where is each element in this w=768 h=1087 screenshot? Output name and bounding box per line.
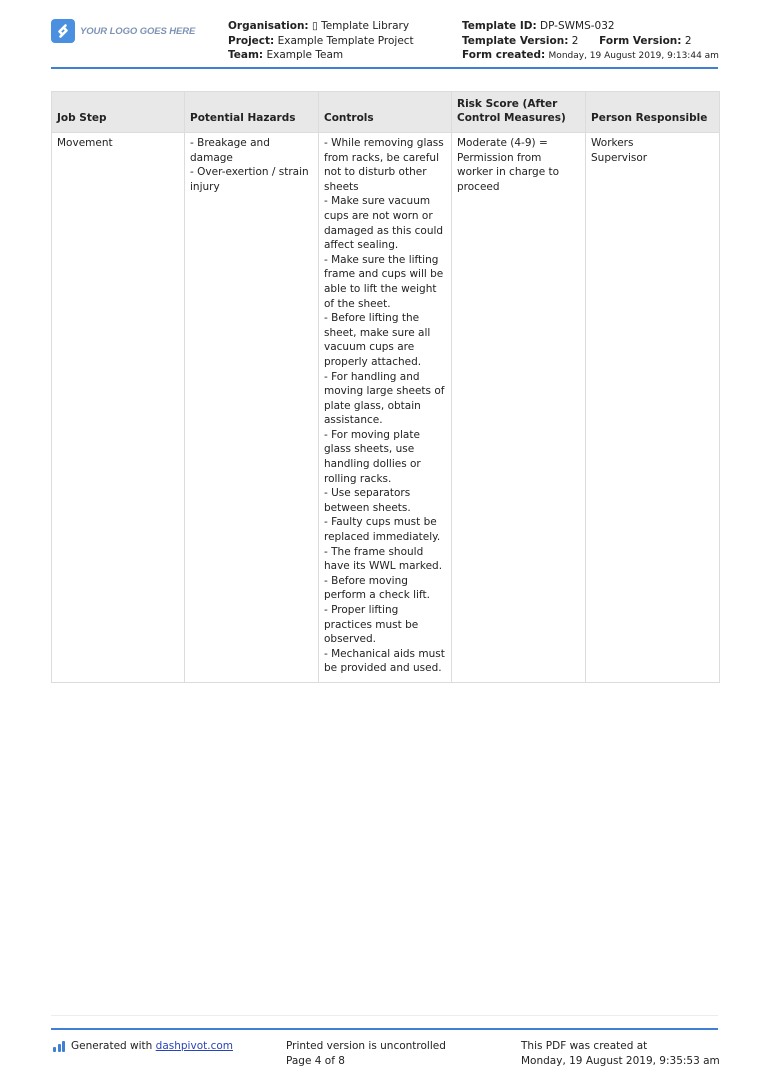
column-header-risk-score: Risk Score (After Control Measures) [452,92,586,133]
person-responsible-cell [586,133,720,683]
organisation-value: ▯ Template Library [311,20,410,32]
hazard-table [51,91,720,683]
column-header-person-responsible: Person Responsible [586,92,720,133]
control-item: - Before moving perform a check lift. [324,574,430,602]
person-item: Workers [591,137,634,149]
hazard-item: - Over-exertion / strain injury [190,166,309,193]
logo-text: YOUR LOGO GOES HERE [80,25,196,37]
team-line [228,48,414,63]
project-line [228,34,414,49]
table-row [52,133,720,683]
template-id-value: DP-SWMS-032 [540,20,615,32]
control-item: - For handling and moving large sheets of plate glass, obtain assistance. [324,370,445,427]
project-info [228,19,414,63]
column-header-potential-hazards: Potential Hazards [185,92,319,133]
hazards-cell [185,133,319,683]
form-version-label: Form Version: [599,34,682,47]
version-line [462,34,719,49]
table-header-row [52,92,720,133]
print-notice [286,1039,446,1068]
footer-divider [51,1028,718,1030]
control-item: - Use separators between sheets. [324,487,411,514]
header-divider [51,67,718,69]
printed-notice: Printed version is uncontrolled [286,1040,446,1052]
control-item: - Before lifting the sheet, make sure all vacuum cups are properly attached. [324,312,431,368]
control-item: - Faulty cups must be replaced immediately. [324,516,441,544]
pdf-created-label: This PDF was created at [521,1040,648,1052]
form-created-label: Form created: [462,49,546,61]
form-created-line [462,48,719,64]
risk-score-cell: Moderate (4-9) = Permission from worker in charge to proceed [452,133,586,683]
control-item: - For moving plate glass sheets, use handling dollies or rolling racks. [324,428,421,485]
template-version-value: 2 [571,34,579,47]
template-version-label: Template Version: [462,34,569,47]
job-step-cell: Movement [52,133,185,683]
pdf-created [521,1039,720,1068]
control-item: - Proper lifting practices must be observed. [324,604,419,646]
page-info: Page 4 of 8 [286,1054,345,1067]
organisation-line [228,19,414,34]
controls-cell [319,133,452,683]
company-logo [51,19,195,43]
form-created-value: Monday, 19 August 2019, 9:13:44 am [548,51,719,61]
control-item: - While removing glass from racks, be careful not to disturb other sheets [324,137,444,193]
footer-separator [51,1015,718,1016]
person-item: Supervisor [591,151,648,164]
control-item: - Make sure vacuum cups are not worn or damaged as this could affect sealing. [324,195,444,252]
team-label: Team: [228,49,264,61]
column-header-job-step: Job Step [52,92,185,133]
dashpivot-bars-icon [53,1041,65,1052]
generated-with [53,1039,233,1054]
form-version-value: 2 [684,34,692,47]
control-item: - Make sure the lifting frame and cups will be able to lift the weight of the sheet. [324,253,444,310]
generated-prefix: Generated with [71,1040,153,1052]
dashpivot-link[interactable]: dashpivot.com [155,1040,233,1052]
logo-mark-icon [51,19,75,43]
template-id-label: Template ID: [462,20,537,32]
column-header-controls: Controls [319,92,452,133]
template-id-line [462,19,719,34]
hazard-item: - Breakage and damage [190,137,270,164]
pdf-created-value: Monday, 19 August 2019, 9:35:53 am [521,1054,720,1067]
page-header [51,0,718,70]
project-value: Example Template Project [277,34,414,47]
template-info [462,19,719,64]
team-value: Example Team [266,49,344,61]
control-item: - Mechanical aids must be provided and used. [324,647,445,675]
organisation-label: Organisation: [228,20,309,32]
project-label: Project: [228,34,275,47]
control-item: - The frame should have its WWL marked. [324,545,443,573]
